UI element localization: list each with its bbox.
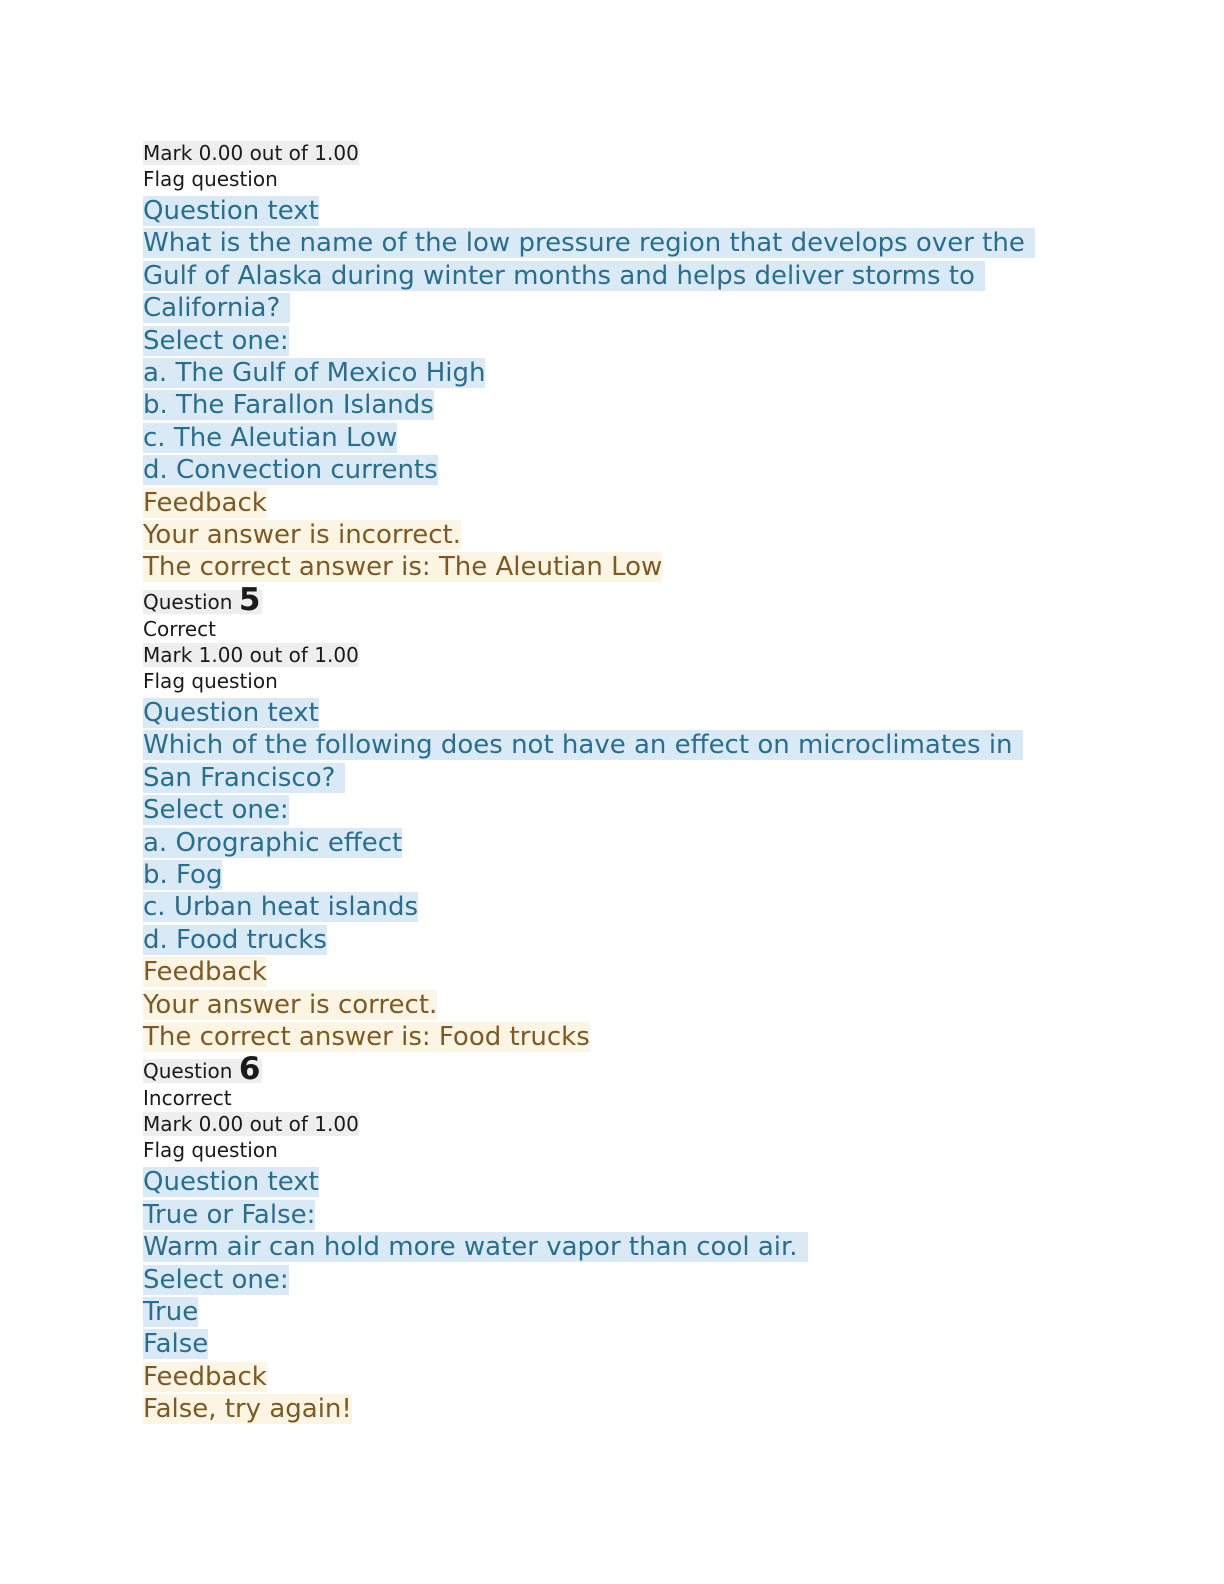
option-a[interactable]: a. Orographic effect [143, 827, 403, 858]
question-text: What is the name of the low pressure region that develops over the Gulf of Alaska during winter months and helps deliver storms to California? [143, 227, 1063, 324]
option-b[interactable]: b. The Farallon Islands [143, 390, 434, 421]
option-b[interactable]: b. Fog [143, 859, 223, 890]
feedback-correct-answer: The correct answer is: Food trucks [143, 1021, 590, 1052]
option-c[interactable]: c. Urban heat islands [143, 892, 419, 923]
mark-info: Mark 1.00 out of 1.00 [143, 642, 359, 667]
flag-question-link[interactable]: Flag question [143, 167, 278, 191]
feedback-result: Your answer is correct. [143, 989, 438, 1020]
option-a[interactable]: a. The Gulf of Mexico High [143, 358, 486, 389]
option-d[interactable]: d. Convection currents [143, 455, 438, 486]
question-state: Correct [143, 616, 216, 641]
feedback-label: Feedback [143, 957, 267, 988]
option-true[interactable]: True [143, 1296, 199, 1327]
question-text-label: Question text [143, 1167, 319, 1198]
mark-info: Mark 0.00 out of 1.00 [143, 1112, 359, 1137]
feedback-label: Feedback [143, 1361, 267, 1392]
feedback-correct-answer: The correct answer is: The Aleutian Low [143, 552, 663, 583]
mark-info: Mark 0.00 out of 1.00 [143, 141, 359, 165]
select-one-label: Select one: [143, 325, 289, 356]
quiz-review-page [143, 140, 1083, 1426]
question-text-line-1: True or False: [143, 1199, 316, 1230]
question-heading: Question 6 [143, 1051, 261, 1088]
question-6-block [143, 1053, 1083, 1425]
question-5-block [143, 581, 1083, 1053]
question-number: 5 [238, 581, 261, 618]
option-d[interactable]: d. Food trucks [143, 924, 327, 955]
option-false[interactable]: False [143, 1329, 209, 1360]
question-text-label: Question text [143, 196, 319, 226]
feedback-result: False, try again! [143, 1394, 352, 1425]
flag-question-link[interactable]: Flag question [143, 1138, 278, 1163]
option-c[interactable]: c. The Aleutian Low [143, 422, 398, 453]
question-4-block [143, 140, 1083, 584]
select-one-label: Select one: [143, 1264, 289, 1295]
question-heading: Question 5 [143, 581, 261, 618]
feedback-label: Feedback [143, 487, 267, 518]
question-text: Which of the following does not have an effect on microclimates in San Francisco? [143, 729, 1063, 794]
question-number: 6 [238, 1051, 261, 1088]
question-state: Incorrect [143, 1086, 232, 1111]
select-one-label: Select one: [143, 795, 289, 826]
flag-question-link[interactable]: Flag question [143, 668, 278, 693]
feedback-result: Your answer is incorrect. [143, 520, 461, 551]
question-text-line-2: Warm air can hold more water vapor than cool air. [143, 1231, 1063, 1263]
question-text-label: Question text [143, 697, 319, 728]
